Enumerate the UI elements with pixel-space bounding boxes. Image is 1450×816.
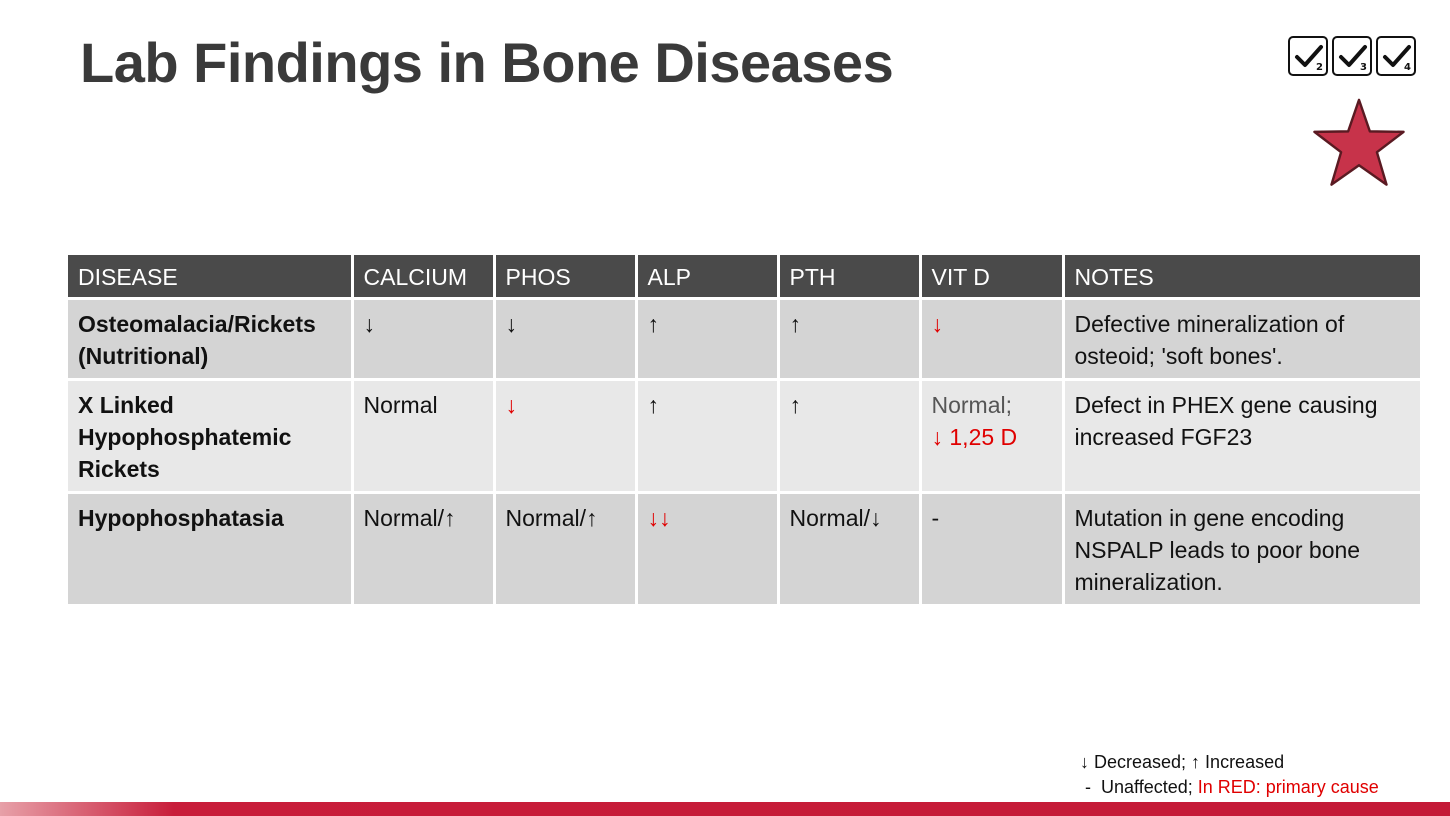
disease-cell <box>68 380 352 493</box>
alp-cell: ↓↓ <box>636 493 778 605</box>
checkbox-number: 4 <box>1404 62 1411 73</box>
checkbox-number: 3 <box>1360 62 1367 73</box>
phos-cell: Normal/↑ <box>494 493 636 605</box>
pth-cell: ↑ <box>778 380 920 493</box>
header-pth: PTH <box>778 255 920 299</box>
alp-cell: ↑ <box>636 380 778 493</box>
vitd-value: Normal; <box>931 392 1013 418</box>
table-row <box>68 380 1420 493</box>
vitd-cell: ↓ <box>920 299 1063 380</box>
vitd-cell <box>920 380 1063 493</box>
phos-cell: ↓ <box>494 299 636 380</box>
pth-cell: Normal/↓ <box>778 493 920 605</box>
red-star-icon <box>1310 97 1408 189</box>
calcium-cell: Normal <box>352 380 494 493</box>
alp-cell: ↑ <box>636 299 778 380</box>
notes-cell: Mutation in gene encoding NSPALP leads to poor bone mineralization. <box>1063 493 1420 605</box>
legend-unaffected: - Unaffected; <box>1080 777 1198 797</box>
calcium-cell: Normal/↑ <box>352 493 494 605</box>
table-header-row <box>68 255 1420 299</box>
legend-arrows: ↓ Decreased; ↑ Increased <box>1080 752 1285 772</box>
slide-title: Lab Findings in Bone Diseases <box>80 31 894 94</box>
calcium-cell: ↓ <box>352 299 494 380</box>
header-vitd: VIT D <box>920 255 1063 299</box>
header-notes: NOTES <box>1063 255 1420 299</box>
phos-cell: ↓ <box>494 380 636 493</box>
legend-red-note: In RED: primary cause <box>1197 777 1379 797</box>
disease-subtype: Hypophosphatemic Rickets <box>78 424 292 482</box>
disease-name: Osteomalacia/Rickets <box>78 311 316 337</box>
checkbox-number: 2 <box>1316 62 1323 73</box>
disease-name: Hypophosphatasia <box>78 505 284 531</box>
header-disease: DISEASE <box>68 255 352 299</box>
lab-findings-table <box>68 255 1420 604</box>
header-phos: PHOS <box>494 255 636 299</box>
table-row <box>68 299 1420 380</box>
vitd-cell: - <box>920 493 1063 605</box>
checkbox-group <box>1288 36 1416 76</box>
legend-key <box>1080 775 1379 800</box>
disease-cell <box>68 299 352 380</box>
checkbox-4[interactable] <box>1376 36 1416 76</box>
legend <box>1080 750 1379 800</box>
notes-cell: Defect in PHEX gene causing increased FGF23 <box>1063 380 1420 493</box>
disease-subtype: (Nutritional) <box>78 343 209 369</box>
checkbox-3[interactable] <box>1332 36 1372 76</box>
vitd-extra: ↓ 1,25 D <box>931 424 1018 450</box>
header-alp: ALP <box>636 255 778 299</box>
header-calcium: CALCIUM <box>352 255 494 299</box>
table-row <box>68 493 1420 605</box>
checkbox-2[interactable] <box>1288 36 1328 76</box>
footer-accent-bar <box>0 802 1450 816</box>
disease-name: X Linked <box>78 392 174 418</box>
disease-cell <box>68 493 352 605</box>
pth-cell: ↑ <box>778 299 920 380</box>
notes-cell: Defective mineralization of osteoid; 'soft bones'. <box>1063 299 1420 380</box>
